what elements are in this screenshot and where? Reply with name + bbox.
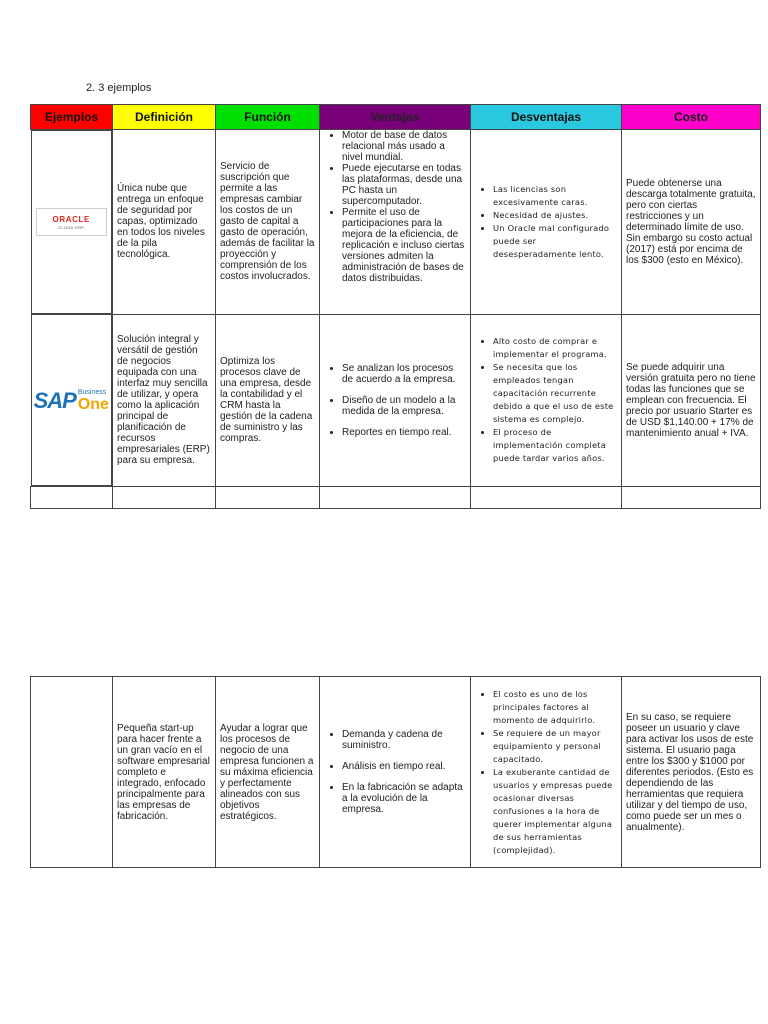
list-item: • Diseño de un modelo a la medida de la empresa. — [342, 395, 466, 417]
list-item: • El costo es uno de los principales factores al momento de adquirirlo. — [493, 688, 617, 727]
table-row — [31, 677, 761, 868]
list-item: • Alto costo de comprar e implementar el programa. — [493, 335, 617, 361]
empty-cell — [216, 487, 320, 509]
definicion-cell: Pequeña start-up para hacer frente a un gran vacío en el software empresarial completo e integrado, enfocado principalmente para las empresas de fabricación. — [113, 677, 216, 868]
section-heading: 2. 3 ejemplos — [86, 82, 152, 94]
sap-logo-cell — [31, 314, 113, 486]
list-item: • Motor de base de datos relacional más usado a nivel mundial. — [342, 130, 466, 163]
ventajas-cell — [320, 677, 471, 868]
list-item: • Se requiere de un mayor equipamiento y personal capacitado. — [493, 727, 617, 766]
ventajas-list — [324, 130, 466, 284]
header-costo: Costo — [622, 105, 761, 130]
oracle-logo — [36, 208, 108, 236]
oracle-logo-name: ORACLE — [52, 214, 90, 224]
costo-cell: En su caso, se requiere poseer un usuario y clave para activar los usos de este sistema. El usuario paga entre los $300 y $1000 por diferentes periodos. (Esto es dependiendo de las herramientas que requiera utilizar y del tiempo de uso, como puede ser un mes o anualmente). — [622, 677, 761, 868]
list-item: • En la fabricación se adapta a la evolución de la empresa. — [342, 782, 466, 815]
ventajas-cell — [320, 314, 471, 487]
list-item: • Permite el uso de participaciones para la mejora de la eficiencia, de replicación e incluso ciertas versiones admiten la administración de bases de datos distribuidas. — [342, 207, 466, 284]
list-item: • Reportes en tiempo real. — [342, 427, 466, 438]
continuation-table — [30, 676, 761, 868]
empty-cell — [31, 487, 113, 509]
table-row — [31, 130, 761, 315]
empty-cell — [622, 487, 761, 509]
list-item: • Necesidad de ajustes. — [493, 209, 617, 222]
list-item: • La exuberante cantidad de usuarios y empresas puede ocasionar diversas confusiones a la hora de querer implementar alguna de sus herramientas (complejidad). — [493, 766, 617, 857]
oracle-logo-cell — [31, 130, 113, 314]
sap-logo-one: One — [77, 395, 109, 413]
header-funcion: Función — [216, 105, 320, 130]
definicion-cell: Única nube que entrega un enfoque de seguridad por capas, optimizado en todos los niveles de la pila tecnológica. — [113, 130, 216, 315]
oracle-logo-sub: CLOUD ERP — [58, 224, 85, 230]
empty-cell — [320, 487, 471, 509]
desventajas-list — [475, 688, 617, 857]
list-item: • Un Oracle mal configurado puede ser desesperadamente lento. — [493, 222, 617, 261]
table-row — [31, 314, 761, 487]
list-item: • Análisis en tiempo real. — [342, 761, 466, 772]
header-definicion: Definición — [113, 105, 216, 130]
desventajas-list — [475, 335, 617, 465]
empty-cell — [471, 487, 622, 509]
empty-logo-cell — [31, 677, 113, 868]
header-row — [31, 105, 761, 130]
desventajas-cell — [471, 314, 622, 487]
empty-row — [31, 487, 761, 509]
header-desventajas: Desventajas — [471, 105, 622, 130]
funcion-cell: Servicio de suscripción que permite a las empresas cambiar los costos de un gasto de capital a gasto de operación, además de facilitar la proyección y comprensión de los costos involucrados. — [216, 130, 320, 315]
list-item: • Puede ejecutarse en todas las plataformas, desde una PC hasta un supercomputador. — [342, 163, 466, 207]
sap-logo — [34, 389, 109, 412]
costo-cell: Se puede adquirir una versión gratuita pero no tiene todas las funciones que se emplean con frecuencia. El precio por usuario Starter es de USD $1,140.00 + 17% de mantenimiento anual + IVA. — [622, 314, 761, 487]
costo-cell: Puede obtenerse una descarga totalmente gratuita, pero con ciertas restricciones y un determinado límite de uso. Sin embargo su costo actual (2017) está por encima de los $300 (esto en México). — [622, 130, 761, 315]
ventajas-list — [324, 729, 466, 815]
comparison-table — [30, 104, 761, 509]
funcion-cell: Ayudar a lograr que los procesos de negocio de una empresa funcionen a su máxima eficiencia y perfectamente alineados con sus objetivos estratégicos. — [216, 677, 320, 868]
desventajas-list — [475, 183, 617, 261]
funcion-cell: Optimiza los procesos clave de una empresa, desde la contabilidad y el CRM hasta la gestión de la cadena de suministro y las compras. — [216, 314, 320, 487]
header-ventajas: Ventajas — [320, 105, 471, 130]
desventajas-cell — [471, 677, 622, 868]
header-ejemplos: Ejemplos — [31, 105, 113, 130]
list-item: • El proceso de implementación completa puede tardar varios años. — [493, 426, 617, 465]
sap-logo-business: Business — [77, 388, 107, 396]
list-item: • Se analizan los procesos de acuerdo a la empresa. — [342, 363, 466, 385]
definicion-cell: Solución integral y versátil de gestión de negocios equipada con una interfaz muy sencilla de utilizar, y opera como la aplicación principal de planificación de recursos empresariales (ERP) para su empresa. — [113, 314, 216, 487]
sap-logo-name: SAP — [33, 387, 76, 413]
list-item: • Las licencias son excesivamente caras. — [493, 183, 617, 209]
ventajas-list — [324, 363, 466, 438]
ventajas-cell — [320, 130, 471, 315]
list-item: • Se necesita que los empleados tengan capacitación recurrente debido a que el uso de este sistema es complejo. — [493, 361, 617, 426]
list-item: • Demanda y cadena de suministro. — [342, 729, 466, 751]
empty-cell — [113, 487, 216, 509]
desventajas-cell — [471, 130, 622, 315]
